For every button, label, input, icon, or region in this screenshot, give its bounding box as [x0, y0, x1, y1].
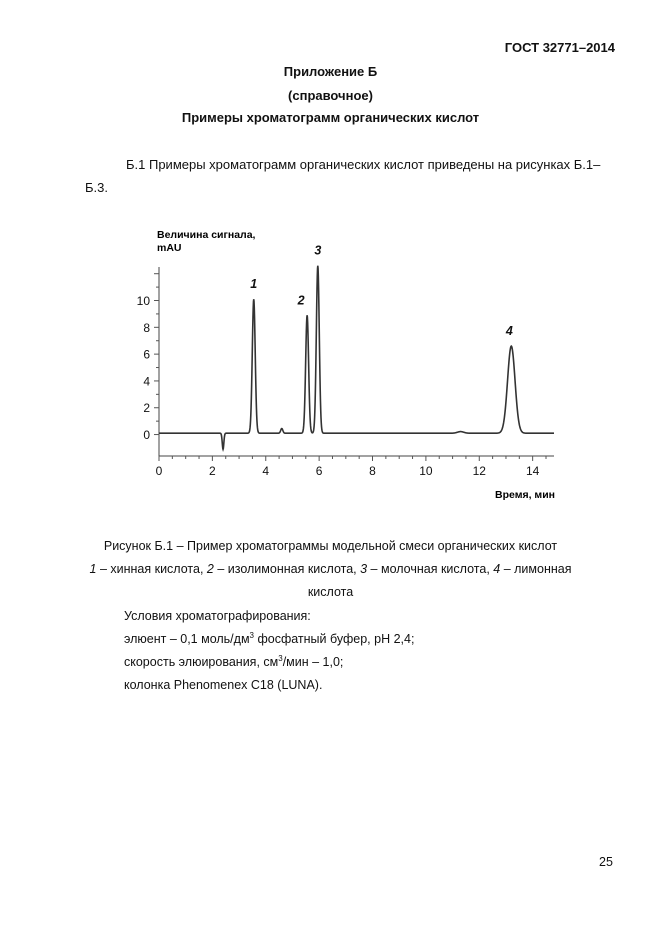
- intro-paragraph-line1: Б.1 Примеры хроматограмм органических кислот приведены на рисунках Б.1–: [126, 157, 601, 172]
- peak-label-1: 1: [250, 277, 258, 292]
- x-tick-label: 8: [369, 464, 376, 478]
- y-tick-label: 8: [143, 320, 150, 335]
- page-number: 25: [599, 855, 613, 869]
- flow-superscript: 3: [278, 653, 283, 663]
- legend-text-2: – изолимонная кислота,: [213, 562, 361, 576]
- y-axis-label-line1: Величина сигнала,: [157, 229, 256, 241]
- y-tick-label: 4: [143, 374, 150, 389]
- y-tick-label: 10: [136, 294, 150, 309]
- figure-caption: Рисунок Б.1 – Пример хроматограммы модельной смеси органических кислот: [103, 539, 558, 553]
- eluent-text: элюент – 0,1 моль/дм: [124, 632, 250, 646]
- appendix-title: Приложение Б: [283, 64, 378, 79]
- peak-labels: [250, 244, 513, 338]
- appendix-subtitle: (справочное): [288, 88, 373, 103]
- legend-number-1: 1: [89, 562, 97, 576]
- y-tick-label: 2: [143, 401, 150, 416]
- figure-legend: [0, 562, 661, 576]
- chart-axes: [159, 267, 554, 456]
- flow-text-2: /мин – 1,0;: [282, 655, 344, 669]
- chromatogram-trace: [159, 266, 554, 450]
- x-tick-label: 10: [419, 464, 433, 478]
- appendix-heading: Примеры хроматограмм органических кислот: [181, 110, 480, 125]
- chart-ticks: [137, 274, 546, 478]
- y-tick-label: 6: [143, 347, 150, 362]
- x-tick-label: 2: [209, 464, 216, 478]
- chromatogram-trace-group: [159, 266, 554, 450]
- conditions-flow-rate: [124, 655, 343, 669]
- x-tick-label: 12: [472, 464, 486, 478]
- conditions-column: колонка Phenomenex C18 (LUNA).: [124, 678, 323, 692]
- document-code: ГОСТ 32771–2014: [504, 40, 615, 55]
- legend-text-4: – лимонная: [500, 562, 572, 576]
- chromatogram-chart: [125, 222, 575, 512]
- y-axis-label-line2: mAU: [157, 242, 182, 254]
- figure-legend-tail: кислота: [307, 585, 354, 599]
- y-tick-label: 0: [143, 428, 150, 443]
- peak-label-3: 3: [314, 243, 322, 258]
- legend-number-3: 3: [360, 562, 368, 576]
- x-tick-label: 6: [315, 464, 323, 478]
- eluent-superscript: 3: [249, 630, 254, 640]
- conditions-title: Условия хроматографирования:: [124, 609, 311, 623]
- legend-number-4: 4: [493, 562, 501, 576]
- x-tick-label: 0: [155, 464, 163, 478]
- intro-paragraph-line2: Б.3.: [85, 180, 108, 195]
- x-axis-label: Время, мин: [495, 489, 555, 501]
- legend-text-1: – хинная кислота,: [96, 562, 207, 576]
- x-tick-label: 4: [262, 464, 270, 478]
- eluent-text-2: фосфатный буфер, pH 2,4;: [254, 632, 415, 646]
- conditions-eluent: [124, 632, 414, 646]
- peak-label-4: 4: [505, 324, 513, 339]
- legend-number-2: 2: [206, 562, 214, 576]
- x-tick-label: 14: [525, 464, 540, 478]
- flow-text: скорость элюирования, см: [124, 655, 279, 669]
- peak-label-2: 2: [297, 293, 305, 308]
- legend-text-3: – молочная кислота,: [367, 562, 494, 576]
